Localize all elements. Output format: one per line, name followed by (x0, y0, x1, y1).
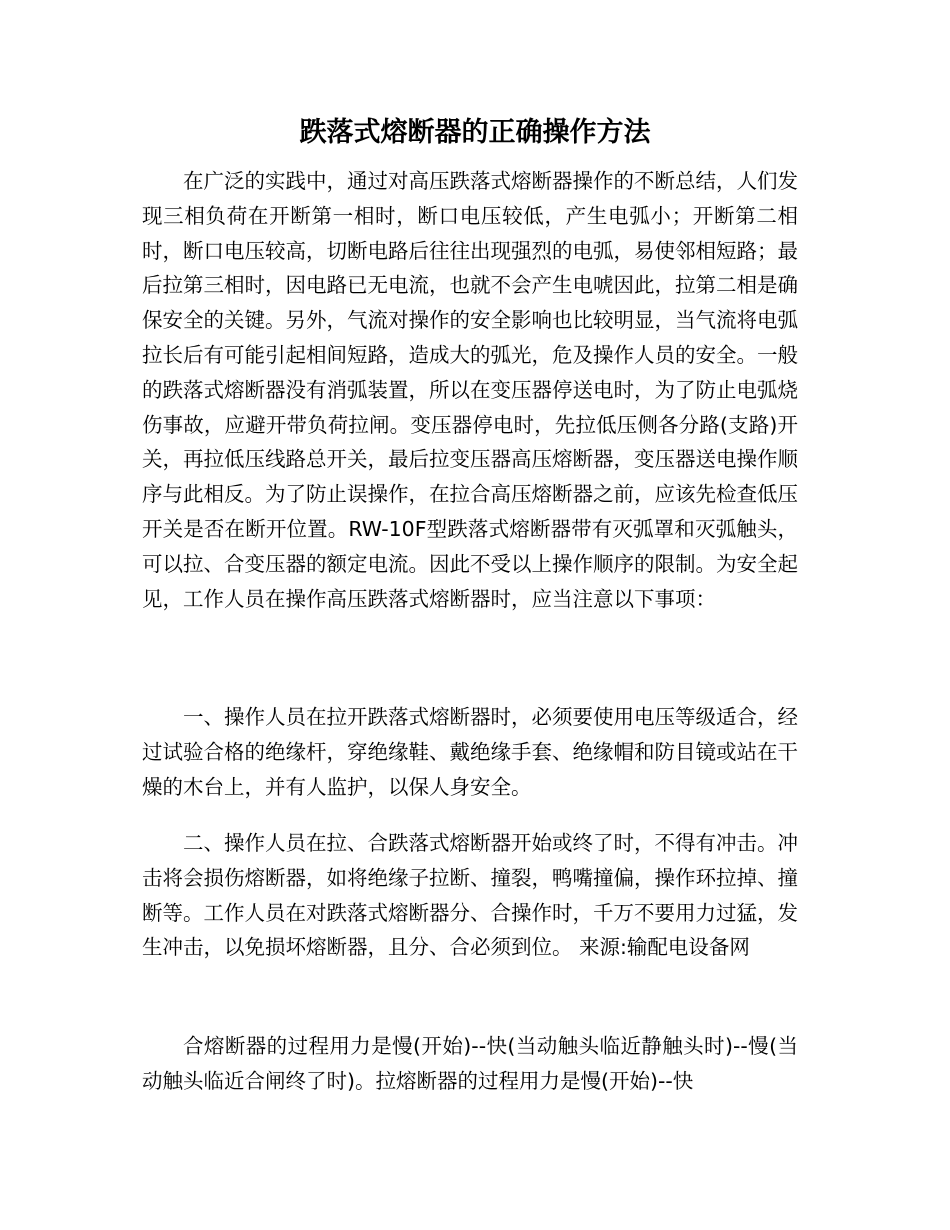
document-title: 跌落式熔断器的正确操作方法 (299, 117, 651, 148)
paragraph-intro: 在广泛的实践中，通过对高压跌落式熔断器操作的不断总结，人们发现三相负荷在开断第一相时，断口电压较低，产生电弧小；开断第二相时，断口电压较高，切断电路后往往出现强烈的电弧，易使邻相短路；最后拉第三相时，因电路已无电流，也就不会产生电唬因此，拉第二相是确保安全的关键。另外，气流对操作的安全影响也比较明显，当气流将电弧拉长后有可能引起相间短路，造成大的弧光，危及操作人员的安全。一般的跌落式熔断器没有消弧装置，所以在变压器停送电时，为了防止电弧烧伤事故，应避开带负荷拉闸。变压器停电时，先拉低压侧各分路(支路)开关，再拉低压线路总开关，最后拉变压器高压熔断器，变压器送电操作顺序与此相反。为了防止误操作，在拉合高压熔断器之前，应该先检查低压开关是否在断开位置。RW-10F型跌落式熔断器带有灭弧罩和灭弧触头，可以拉、合变压器的额定电流。因此不受以上操作顺序的限制。为安全起见，工作人员在操作高压跌落式熔断器时，应当注意以下事项： (142, 169, 798, 611)
paragraph-closing: 合熔断器的过程用力是慢(开始)--快(当动触头临近静触头时)--慢(当动触头临近合闸终了时)。拉熔断器的过程用力是慢(开始)--快 (142, 1034, 798, 1093)
paragraph-item-1: 一、操作人员在拉开跌落式熔断器时，必须要使用电压等级适合，经过试验合格的绝缘杆，穿绝缘鞋、戴绝缘手套、绝缘帽和防目镜或站在干燥的木台上，并有人监护，以保人身安全。 (142, 705, 798, 799)
paragraph-item-2: 二、操作人员在拉、合跌落式熔断器开始或终了时，不得有冲击。冲击将会损伤熔断器，如将绝缘子拉断、撞裂，鸭嘴撞偏，操作环拉掉、撞断等。工作人员在对跌落式熔断器分、合操作时，千万不要用力过猛，发生冲击，以免损坏熔断器，且分、合必须到位。 来源:输配电设备网 (142, 831, 798, 960)
